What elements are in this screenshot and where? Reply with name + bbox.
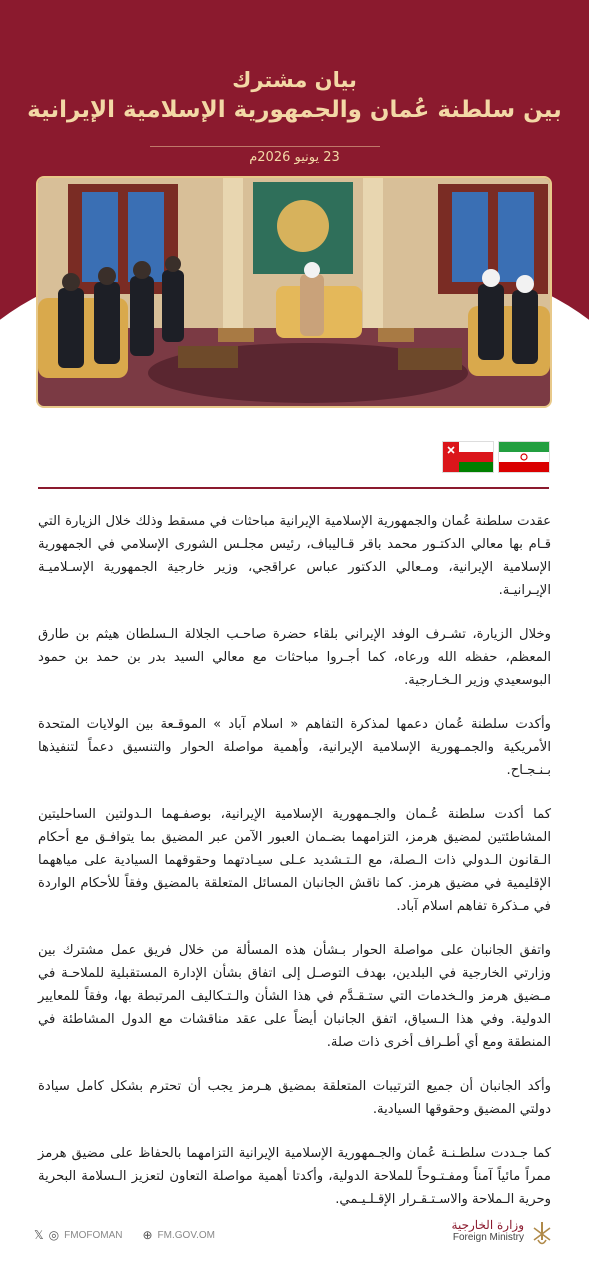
khanjar-emblem-icon [530, 1220, 554, 1248]
paragraph-4: كما أكدت سلطنة عُـمان والجـمهورية الإسلامية الإيرانية، بوصفـهما الـدولتين الساحليتين المشاطئتين لمضيق هرمز، التزامهما بضـمان العبور الآمن عبر المضيق بما يتوافـق مع أحكام الـقانون الـدولي ذات الـصلة، مع الـتـشديد عـلى سيـادتهما وحقوقهما السيادية على مياههما الإقليمية في مضيق هرمز. كما ناقش الجانبان المسائل المتعلقة بالمضيق وفقاً للأحكام الواردة في مـذكرة تفاهم اسلام آباد. [38, 807, 551, 914]
globe-icon: ⊕ [142, 1228, 153, 1242]
paragraph-7: كما جـددت سلطـنـة عُمان والجـمهورية الإسلامية الإيرانية التزامهما بالحفاظ على مضيق هرمز ممراً مائياً آمناً ومفـتـوحاً للملاحة الدولية، وأكدتا أهمية مواصلة التعاون لتعزيز الـسلامة البحرية وحرية الـملاحة والاسـتـقـرار الإقـلـيـمي. [38, 1146, 551, 1207]
paragraph-3: وأكدت سلطنة عُمان دعمها لمذكرة التفاهم « اسلام آباد » الموقـعة بين الولايات المتحدة الأمريكية والجمـهورية الإسلامية الإيرانية، وأهمية مواصلة الحوار والتنسيق دعماً لتنفيذها بـنـجـاح. [38, 717, 551, 778]
section-divider [38, 487, 549, 489]
statement-title: بيان مشترك [232, 68, 357, 92]
date-divider [150, 146, 380, 147]
meeting-photo [38, 178, 550, 406]
ministry-name-en: Foreign Ministry [452, 1232, 524, 1243]
footer [34, 1218, 554, 1252]
iran-flag-icon [499, 442, 549, 472]
social-handle[interactable]: FMOFOMAN [64, 1229, 123, 1241]
flags [443, 442, 549, 472]
x-icon[interactable]: 𝕏 [34, 1228, 44, 1242]
paragraph-6: وأكد الجانبان أن جميع الترتيبات المتعلقة بمضيق هـرمز يجب أن تحترم بشكل كامل سيادة دولتي المضيق وحقوقها السيادية. [38, 1079, 551, 1117]
statement-date: 23 يونيو 2026م [249, 150, 340, 165]
instagram-icon[interactable]: ◎ [48, 1228, 60, 1242]
paragraph-2: وخلال الزيارة، تشـرف الوفد الإيراني بلقاء حضرة صاحـب الجلالة الـسلطان هيثم بن طارق المعظم، حفظه الله ورعاه، كما أجـروا مباحثات مع معالي السيد بدر بن حمد بن حمود البوسعيدي وزير الـخـارجية. [38, 627, 551, 688]
social-links [34, 1228, 215, 1242]
statement-body [38, 510, 551, 1232]
ministry-logo [452, 1218, 554, 1243]
paragraph-5: واتفق الجانبان على مواصلة الحوار بـشأن هذه المسألة من خلال فريق عمل مشترك بين وزارتي الخارجية في البلدين، بهدف التوصـل إلى اتفاق بشأن الإدارة المستقبلية للملاحـة في مـضيق هرمز والـخدمات التي ستـقـدَّم في هذا الشأن والـتـكاليف المرتبطة بها، وفقاً للمعايير الدولية. وفي هذا الـسياق، اتفق الجانبان أيضاً على عقد مناقشات مع الدول المشاطئة في المنطقة ومع أي أطـراف أخرى ذات صلة. [38, 943, 551, 1050]
oman-flag-icon [443, 442, 493, 472]
website-link[interactable]: FM.GOV.OM [157, 1229, 215, 1241]
ministry-name-ar: وزارة الخارجية [451, 1218, 524, 1232]
statement-subtitle: بين سلطنة عُمان والجمهورية الإسلامية الإيرانية [27, 97, 562, 123]
paragraph-1: عقدت سلطنة عُمان والجمهورية الإسلامية الإيرانية مباحثات في مسقط وذلك خلال الزيارة التي قـام بها معالي الدكتـور محمد باقر قـاليباف، رئيس مجلـس الشورى الإسلامي في الجمهورية الإسلامية الإيرانية، ومـعالي الدكتور عباس عراقجي، وزير خارجية الجمهورية الإسـلاميـة الإيـرانيـة. [38, 514, 551, 598]
